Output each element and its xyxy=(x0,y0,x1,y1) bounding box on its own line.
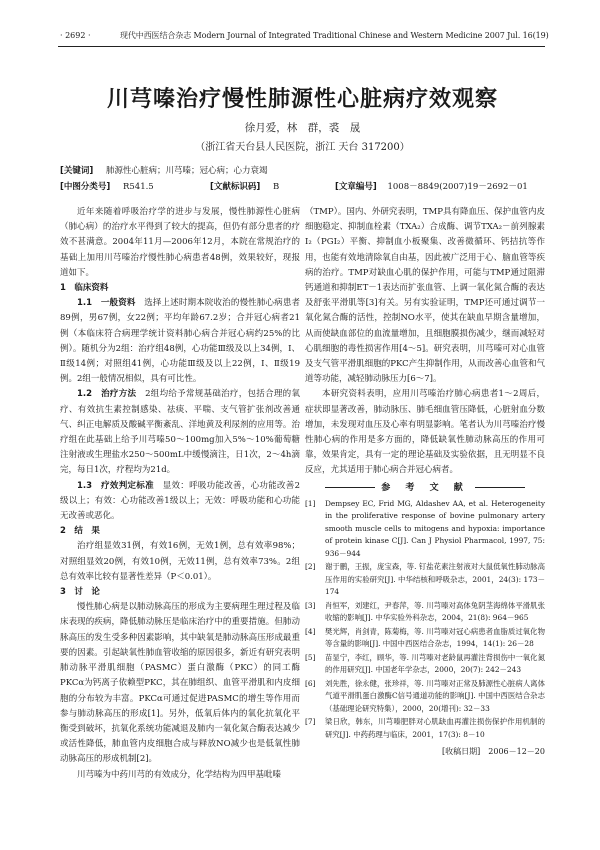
doc-code-label: [文献标识码] xyxy=(210,182,261,192)
page-number: · 2692 · xyxy=(60,31,91,40)
section-heading-2: 2 结 果 xyxy=(60,526,100,537)
keywords-value: 肺源性心脏病；川芎嗪；冠心病；心力衰竭 xyxy=(105,166,268,176)
doc-code-value: B xyxy=(272,182,280,192)
reference-item: [4] 樊光辉，肖剑青，陈菊梅，等. 川芎嗪对冠心病患者血脂质过氧化物等含量的影响[J]. 中国中西医结合杂志，1994，14(1): 26－28 xyxy=(305,626,545,649)
section-1-3 xyxy=(60,479,300,525)
reference-item: [3] 肖恒军，刘建红，尹春萍，等. 川芎嗪对高体兔阴茎海绵体平滑肌张收缩的影响[J]. 中华实验外科杂志，2004，21(8): 964－965 xyxy=(305,600,545,623)
discussion-paragraph-2: 川芎嗪为中药川芎的有效成分，化学结构为四甲基吡嗪 xyxy=(77,769,282,780)
section-1-1-text: 选择上述时期本院收治的慢性肺心病患者89例，男67例，女22例；平均年龄67.2岁；合并冠心病者21例（本临床符合病理学统计资料肺心病合并冠心病约25%的比例）。随机分为2组：治疗组48例，心功能Ⅲ级及以上34例，Ⅰ、Ⅱ级14例；对照组41例，心功能Ⅲ级及以上22例，Ⅰ、Ⅱ级19例。2组一般情况相似，具有可比性。 xyxy=(60,298,300,385)
reference-item: [7] 梁日欣，韩东，川芎嗪肥胖对心肌缺血再灌注损伤保护作用机制的研究[J]. 中药药理与临床，2001，17(3): 8－10 xyxy=(305,717,545,739)
clc-label: [中图分类号] xyxy=(60,182,111,192)
reference-item: [1] Dempsey EC, Frid MG, Aldashev AA, et al. Heterogeneity in the proliferative response of bovine pulmonary artery smooth muscle cells to mitogens and hypoxia: importance of protein kinase C[J]. Can J Physiol Pharmacol, 1997, 75: 936－944 xyxy=(305,498,545,558)
classification-row xyxy=(60,180,154,195)
reference-item: [5] 苗显宁，李红，顾华，等. 川芎嗪对老龄鼠再灌注背损伤中一氧化氮的作用研究[J]. 中国老年学杂志，2000，20(7): 242－243 xyxy=(305,652,545,675)
section-1-3-label: 1.3 疗效判定标准 xyxy=(77,480,154,491)
left-column xyxy=(60,205,300,783)
article-id-value: 1008－8849(2007)19－2692－01 xyxy=(387,182,528,192)
article-id-row xyxy=(335,180,528,195)
section-1-1 xyxy=(60,296,300,387)
received-date: [收稿日期] 2006－12－20 xyxy=(442,747,545,757)
affiliation: （浙江省天台县人民医院，浙江 天台 317200） xyxy=(195,142,410,153)
clc-value: R541.5 xyxy=(122,182,154,192)
right-column xyxy=(305,205,545,760)
section-1-2-text: 2组均给予常规基础治疗，包括合理的氧疗、有效抗生素控制感染、祛痰、平喘、支气管扩张剂改善通气、纠正电解质及酸碱平衡紊乱、洋地黄及利尿剂的应用等。治疗组在此基础上给予川芎嗪50～100mg加入5%～10%葡萄糖注射液或生理盐水250～500mL中缓慢滴注，日1次，2～4h滴完，每日1次，疗程均为21d。 xyxy=(60,389,300,476)
section-1-2 xyxy=(60,387,300,478)
discussion-continued: （TMP）。国内、外研究表明，TMP具有降血压、保护血管内皮细胞稳定、抑制血栓素（TXA₂）合成酶、调节TXA₂－前列腺素I₂（PGI₂）平衡、抑制血小板聚集、改善微循环、钙拮抗等作用，也能有效地清除氧自由基，因此被广泛用于心、脑血管等疾病的治疗。TMP对缺血心肌的保护作用，可能与TMP通过阻滞钙通道和抑制ET－1表达而扩张血管、上调一氧化氮合酶的表达及舒张平滑肌等[3]有关。另有实验证明，TMP还可通过调节一氧化氮合酶的活性，控制NO水平，使其在缺血早期含量增加，从而使缺血部位的血流量增加，且细胞膜损伤减少，继而减轻对心肌细胞的毒性损害作用[4～5]。研究表明，川芎嗪可对心血管及支气管平滑肌细胞的PKC产生抑制作用，从而改善心血管和气道等功能，减轻肺动脉压力[6～7]。 xyxy=(305,207,545,385)
article-id-label: [文章编号] xyxy=(335,182,377,192)
running-header xyxy=(60,30,549,42)
keywords-label: [关键词] xyxy=(60,166,94,176)
discussion-paragraph-1: 慢性肺心病是以肺动脉高压的形成为主要病理生理过程及临床表现的疾病，降低肺动脉压是临床治疗中的重要措施。但肺动脉高压的发生受多种因素影响，其中缺氧是肺动脉高压形成最重要的因素。引起缺氧性肺血管收缩的原因很多，新近有研究表明肺动脉平滑肌细胞（PASMC）蛋白激酶（PKC）的同工酶PKCα为钙离子依赖型PKC，其在肺组织、血管平滑肌和内皮细胞的分布较为丰富。PKCα可通过促进PASMC的增生等作用而参与肺动脉高压的形成[1]。另外，低氧后体内的氧化抗氧化平衡受到破坏，抗氧化系统功能减退及肺内一氧化氮合酶表达减少或活性降低，肺血管内皮细胞合成与释放NO减少也是低氧性肺动脉高压的形成机制[2]。 xyxy=(60,602,300,765)
results-paragraph: 治疗组显效31例，有效16例，无效1例，总有效率98%；对照组显效20例，有效10例，无效11例，总有效率73%。2组总有效率比较有显著性差异（P＜0.01）。 xyxy=(60,541,300,582)
section-heading-3: 3 讨 论 xyxy=(60,587,100,598)
section-1-2-label: 1.2 治疗方法 xyxy=(77,389,137,400)
reference-item: [6] 刘先胜，徐永健，张珍祥，等. 川芎嗪对正常及肺源性心脏病人离体气道平滑肌蛋白激酶C信号通道功能的影响[J]. 中国中西医结合杂志（基础理论研究特集），2000，20(增刊): 32－33 xyxy=(305,678,545,713)
article-title: 川芎嗪治疗慢性肺源性心脏病疗效观察 xyxy=(106,87,498,112)
conclusion-paragraph: 本研究资料表明，应用川芎嗪治疗肺心病患者1～2周后，症状即显著改善，肺动脉压、肺毛细血管压降低，心脏射血分数增加，未发现对血压及心率有明显影响。笔者认为川芎嗪治疗慢性肺心病的作用是多方面的，降低缺氧性肺动脉高压的作用可靠，效果肯定，具有一定的理论基础及实验依据，且无明显不良反应，尤其适用于肺心病合并冠心病者。 xyxy=(305,389,545,476)
section-1-1-label: 1.1 一般资料 xyxy=(77,298,136,309)
journal-line: 现代中西医结合杂志 Modern Journal of Integrated Traditional Chinese and Western Medicine 2007 Jul. 16(19) xyxy=(120,31,549,40)
section-1-3-text: 显效：呼吸功能改善，心功能改善2级以上；有效：心功能改善1级以上；无效：呼吸功能和心功能无改善或恶化。 xyxy=(60,480,300,522)
keywords-row xyxy=(60,164,268,179)
reference-item: [2] 谢于鹏，王振，庞宝森，等. 钉盐花素注射液对大鼠低氧性肺动脉高压作用的实验研究[J]. 中华结核和呼吸杂志，2001，24(3): 173－174 xyxy=(305,562,545,597)
section-heading-1: 1 临床资料 xyxy=(60,283,109,294)
doc-code-row xyxy=(210,180,279,195)
intro-paragraph: 近年来随着呼吸治疗学的进步与发展，慢性肺源性心脏病（肺心病）的治疗水平得到了较大的提高，但仍有部分患者的疗效不甚满意。2004年11月—2006年12月，本院在常规治疗的基础上加用川芎嗪治疗慢性肺心病患者48例，效果较好，现报道如下。 xyxy=(60,207,300,278)
references-heading: 参 考 文 献 xyxy=(305,481,545,496)
reference-list xyxy=(305,498,545,742)
header-rule xyxy=(58,46,545,47)
authors: 徐月爱，林 群，裘 晟 xyxy=(244,122,361,134)
